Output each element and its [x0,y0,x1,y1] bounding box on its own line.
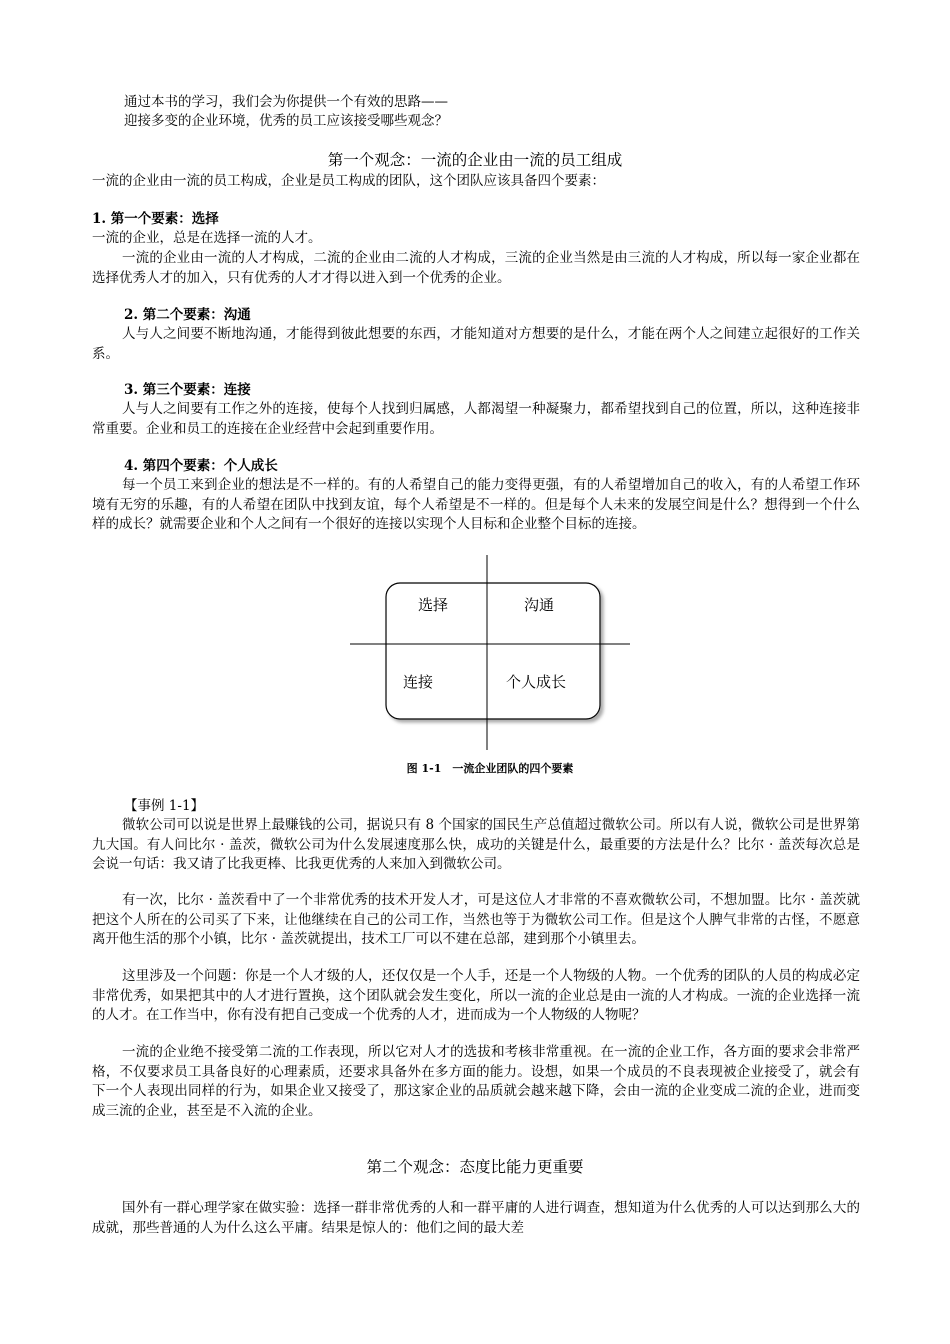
concept-2-body: 国外有一群心理学家在做实验：选择一群非常优秀的人和一群平庸的人进行调查，想知道为什么优秀的人可以达到那么大的成就，那些普通的人为什么这么平庸。结果是惊人的：他们之间的最大差 [92,1200,860,1236]
intro-line-2: 迎接多变的企业环境，优秀的员工应该接受哪些观念？ [124,113,448,129]
element-3-heading: 3. 第三个要素：连接 [124,382,251,398]
element-1-first-line: 一流的企业，总是在选择一流的人才。 [92,230,322,246]
case-paragraph-4: 一流的企业绝不接受第二流的工作表现，所以它对人才的选拔和考核非常重视。在一流的企业工作，各方面的要求会非常严格，不仅要求员工具备良好的心理素质，还要求具备外在多方面的能力。设想，如果一个成员的不良表现被企业接受了，就会有下一个人表现出同样的行为，如果企业又接受了，那这家企业的品质就会越来越下降，会由一流的企业变成二流的企业，进而变成三流的企业，甚至是不入流的企业。 [92,1044,860,1119]
element-2-heading: 2. 第二个要素：沟通 [124,307,251,323]
concept-2-title: 第二个观念：态度比能力更重要 [366,1158,584,1176]
four-elements-diagram [340,555,640,755]
quadrant-personal-growth: 个人成长 [506,673,567,691]
element-3-body: 人与人之间要有工作之外的连接，使每个人找到归属感，人都渴望一种凝聚力，都希望找到自己的位置，所以，这种连接非常重要。企业和员工的连接在企业经营中会起到重要作用。 [92,401,860,437]
case-paragraph-1: 微软公司可以说是世界上最赚钱的公司，据说只有 8 个国家的国民生产总值超过微软公司。所以有人说，微软公司是世界第九大国。有人问比尔 · 盖茨，微软公司为什么发展速度那么快，成功的关键是什么，最重要的方法是什么？比尔 · 盖茨每次总是会说一句话：我又请了比我更棒、比我更优秀的人来加入到微软公司。 [92,817,860,872]
figure-caption: 图 1-1 一流企业团队的四个要素 [406,762,574,775]
intro-line-1: 通过本书的学习，我们会为你提供一个有效的思路—— [124,94,448,110]
case-paragraph-3: 这里涉及一个问题：你是一个人才级的人，还仅仅是一个人手，还是一个人物级的人物。一个优秀的团队的人员的构成必定非常优秀，如果把其中的人才进行置换，这个团队就会发生变化，所以一流的企业总是由一流的人才构成。一流的企业选择一流的人才。在工作当中，你有没有把自己变成一个优秀的人才，进而成为一个人物级的人物呢？ [92,968,860,1023]
element-4-body: 每一个员工来到企业的想法是不一样的。有的人希望自己的能力变得更强，有的人希望增加自己的收入，有的人希望工作环境有无穷的乐趣，有的人希望在团队中找到友谊，每个人希望是不一样的。但是每个人未来的发展空间是什么？想得到一个什么样的成长？就需要企业和个人之间有一个很好的连接以实现个人目标和企业整个目标的连接。 [92,477,860,532]
concept-1-lead: 一流的企业由一流的员工构成，企业是员工构成的团队，这个团队应该具备四个要素： [92,173,605,189]
quadrant-choose: 选择 [418,596,449,614]
concept-1-title: 第一个观念：一流的企业由一流的员工组成 [327,151,623,169]
case-paragraph-2: 有一次，比尔 · 盖茨看中了一个非常优秀的技术开发人才，可是这位人才非常的不喜欢微软公司，不想加盟。比尔 · 盖茨就把这个人所在的公司买了下来，让他继续在自己的公司工作，当然也等于为微软公司工作。但是这个人脾气非常的古怪，不愿意离开他生活的那个小镇，比尔 · 盖茨就提出，技术工厂可以不建在总部，建到那个小镇里去。 [92,892,860,947]
quadrant-communicate: 沟通 [524,596,555,614]
case-label: 【事例 1-1】 [124,798,205,814]
element-2-body: 人与人之间要不断地沟通，才能得到彼此想要的东西，才能知道对方想要的是什么，才能在两个人之间建立起很好的工作关系。 [92,326,860,362]
quadrant-connect: 连接 [403,673,434,691]
element-1-heading: 1. 第一个要素：选择 [92,211,219,227]
element-4-heading: 4. 第四个要素：个人成长 [124,458,278,474]
element-1-body: 一流的企业由一流的人才构成，二流的企业由二流的人才构成，三流的企业当然是由三流的人才构成，所以每一家企业都在选择优秀人才的加入，只有优秀的人才才得以进入到一个优秀的企业。 [92,250,860,286]
